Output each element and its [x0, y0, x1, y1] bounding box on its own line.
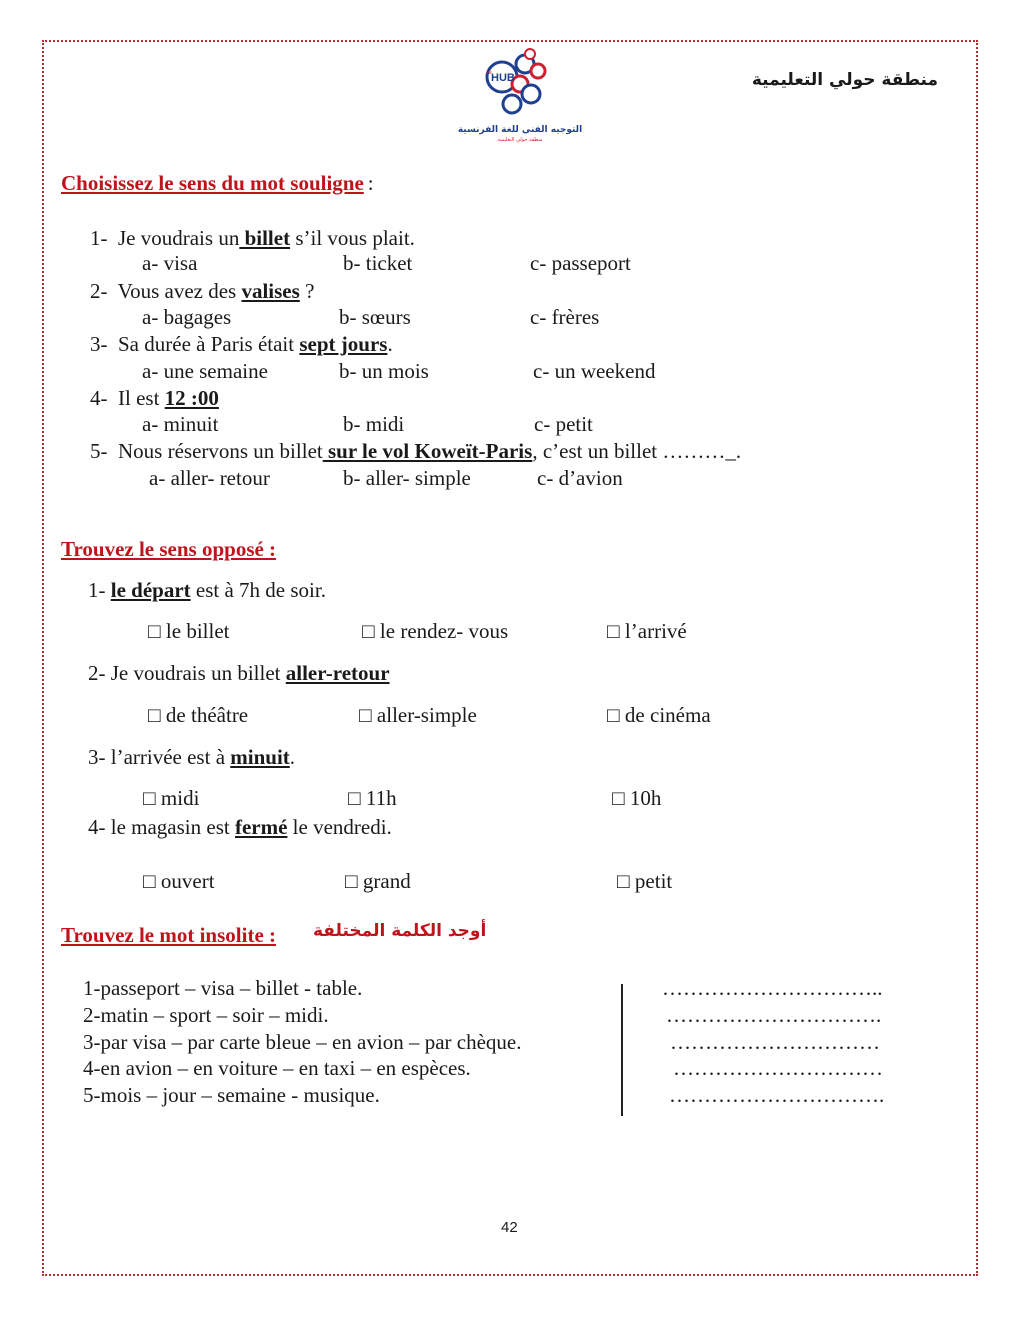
- s2-q2: [88, 661, 390, 686]
- q-number: 4-: [88, 815, 111, 839]
- s3-answer-1[interactable]: …………………………..: [662, 976, 883, 1000]
- s1-q1-c: c- passeport: [530, 251, 631, 275]
- answer-divider: [621, 984, 623, 1116]
- s3-item-1: 1-passeport – visa – billet - table.: [83, 976, 363, 1000]
- q-text: ?: [299, 279, 315, 303]
- q-text: le vendredi.: [287, 815, 392, 839]
- q-number: 2-: [88, 661, 111, 685]
- q-text: Sa durée à Paris était: [118, 332, 300, 356]
- q-text: , c’est un billet ………_.: [532, 439, 742, 463]
- s1-q4-b: b- midi: [343, 412, 405, 436]
- s1-q3-b: b- un mois: [339, 359, 429, 383]
- s1-q4: [90, 386, 219, 411]
- q-text: .: [387, 332, 393, 356]
- section3-title: Trouvez le mot insolite :: [61, 923, 277, 947]
- q-number: 2-: [90, 279, 108, 303]
- page-number: 42: [501, 1219, 518, 1236]
- s3-item-2: 2-matin – sport – soir – midi.: [83, 1003, 329, 1027]
- s2-q2-o1[interactable]: □ de théâtre: [148, 703, 249, 727]
- s2-q3-o1[interactable]: □ midi: [143, 786, 200, 810]
- s3-answer-3[interactable]: …………………………: [670, 1030, 880, 1054]
- s3-item-3: 3-par visa – par carte bleue – en avion – par chèque.: [83, 1030, 522, 1054]
- q-keyword: valises: [241, 279, 300, 303]
- s2-q4-o2[interactable]: □ grand: [345, 869, 411, 893]
- q-text: l’arrivée est à: [110, 745, 231, 769]
- q-text: Nous réservons un billet: [118, 439, 323, 463]
- s1-q3-c: c- un weekend: [533, 359, 656, 383]
- s2-q3-o3[interactable]: □ 10h: [612, 786, 662, 810]
- section1-colon: :: [367, 171, 374, 195]
- s2-q1: [88, 578, 326, 603]
- q-keyword: billet: [239, 226, 291, 250]
- q-keyword: 12 :00: [164, 386, 219, 410]
- section1-heading: [61, 171, 374, 196]
- section1-title: Choisissez le sens du mot souligne: [61, 171, 364, 195]
- s1-q1-a: a- visa: [142, 251, 198, 275]
- q-text: Je voudrais un billet: [110, 661, 286, 685]
- s1-q4-a: a- minuit: [142, 412, 219, 436]
- s1-q3: [90, 332, 393, 357]
- s1-q5-b: b- aller- simple: [343, 466, 471, 490]
- q-keyword: fermé: [234, 815, 288, 839]
- q-number: 5-: [90, 439, 108, 463]
- s1-q1-b: b- ticket: [343, 251, 413, 275]
- q-keyword: minuit: [230, 745, 290, 769]
- q-text: est à 7h de soir.: [190, 578, 326, 602]
- q-number: 1-: [88, 578, 111, 602]
- q-number: 3-: [88, 745, 111, 769]
- s3-item-4: 4-en avion – en voiture – en taxi – en espèces.: [83, 1056, 471, 1080]
- s2-q4-o3[interactable]: □ petit: [617, 869, 673, 893]
- s1-q2-c: c- frères: [530, 305, 600, 329]
- q-keyword: le départ: [110, 578, 191, 602]
- q-keyword: sur le vol Koweït-Paris: [322, 439, 533, 463]
- header-arabic-title: منطقة حولي التعليمية: [751, 70, 938, 90]
- s2-q4-o1[interactable]: □ ouvert: [143, 869, 215, 893]
- logo-subcaption: منطقة حولي التعليمية: [497, 137, 543, 143]
- q-text: s’il vous plait.: [290, 226, 415, 250]
- logo-caption: التوجيه الفني للغة الفرنسية: [457, 125, 583, 135]
- s2-q4: [88, 815, 392, 840]
- q-text: .: [289, 745, 296, 769]
- q-keyword: aller-retour: [285, 661, 390, 685]
- q-number: 4-: [90, 386, 108, 410]
- s3-item-5: 5-mois – jour – semaine - musique.: [83, 1083, 380, 1107]
- s1-q2-b: b- sœurs: [339, 305, 411, 329]
- s1-q5: [90, 439, 741, 464]
- s2-q1-o3[interactable]: □ l’arrivé: [607, 619, 687, 643]
- q-number: 1-: [90, 226, 108, 250]
- q-text: Il est: [118, 386, 165, 410]
- s1-q2: [90, 279, 314, 304]
- s1-q2-a: a- bagages: [142, 305, 232, 329]
- q-number: 3-: [90, 332, 108, 356]
- s2-q1-o2[interactable]: □ le rendez- vous: [362, 619, 509, 643]
- s1-q3-a: a- une semaine: [142, 359, 268, 383]
- q-keyword: sept jours: [299, 332, 388, 356]
- s1-q4-c: c- petit: [534, 412, 593, 436]
- s2-q3-o2[interactable]: □ 11h: [348, 786, 397, 810]
- s2-q3: [88, 745, 295, 770]
- hub-logo: [450, 44, 590, 144]
- s3-answer-2[interactable]: ………………………….: [666, 1003, 882, 1027]
- s2-q2-o3[interactable]: □ de cinéma: [607, 703, 711, 727]
- logo-text: HUB: [491, 72, 515, 84]
- s2-q2-o2[interactable]: □ aller-simple: [359, 703, 477, 727]
- s1-q5-a: a- aller- retour: [149, 466, 270, 490]
- s1-q5-c: c- d’avion: [537, 466, 623, 490]
- q-text: Je voudrais un: [118, 226, 240, 250]
- section3-arabic: أوجد الكلمة المختلفة: [313, 921, 487, 941]
- s3-answer-4[interactable]: …………………………: [673, 1056, 883, 1080]
- q-text: le magasin est: [110, 815, 235, 839]
- s1-q1: [90, 226, 415, 251]
- s3-answer-5[interactable]: ………………………….: [669, 1083, 885, 1107]
- logo-small-text: le: [487, 70, 492, 76]
- s2-q1-o1[interactable]: □ le billet: [148, 619, 230, 643]
- q-text: Vous avez des: [117, 279, 242, 303]
- section2-title: Trouvez le sens opposé :: [61, 537, 277, 561]
